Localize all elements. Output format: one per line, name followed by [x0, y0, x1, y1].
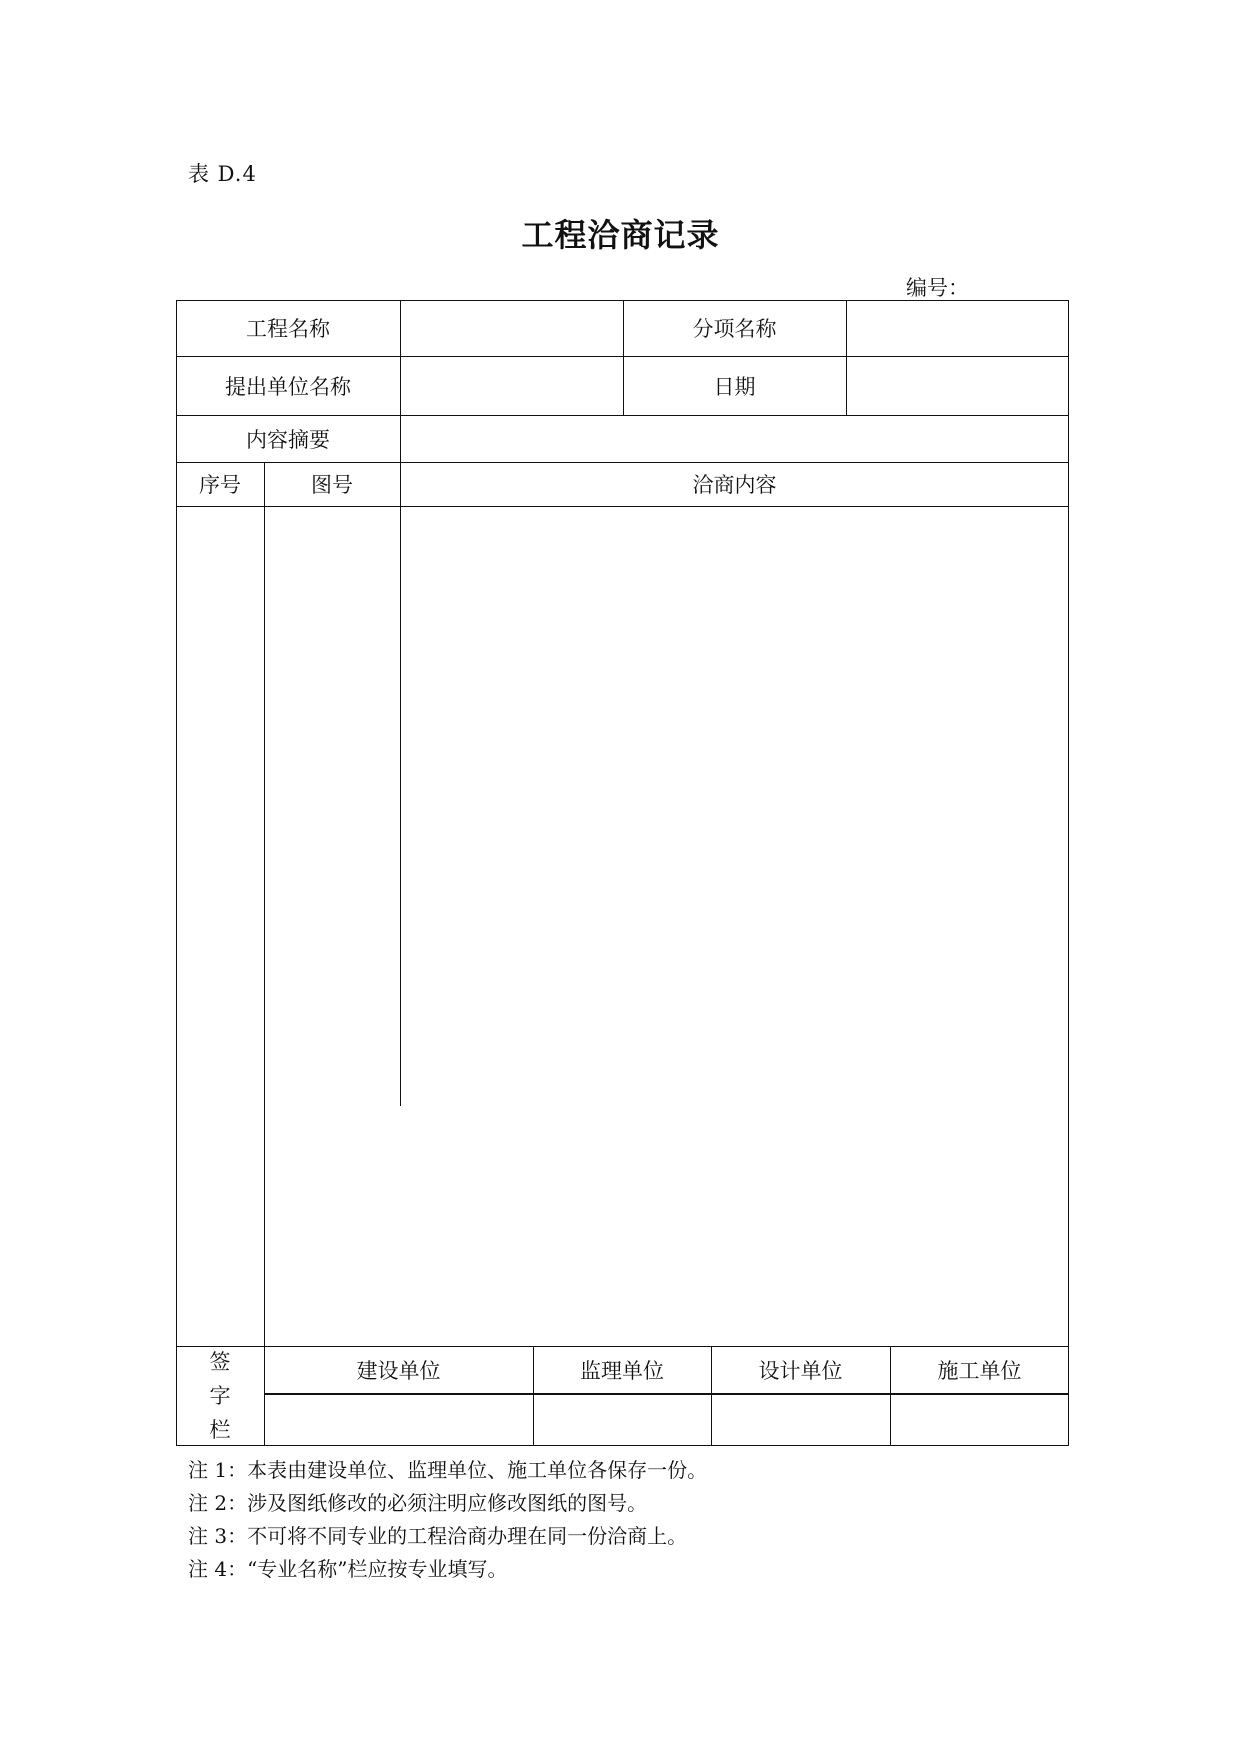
contractor-unit-label: 施工单位: [937, 1358, 1022, 1383]
signature-char: 签: [209, 1350, 231, 1374]
note-line: 注 2：涉及图纸修改的必须注明应修改图纸的图号。: [188, 1491, 648, 1515]
supervision-unit-signature[interactable]: [533, 1393, 711, 1446]
column-header-drawing: 图号: [311, 473, 353, 497]
seq-column-area[interactable]: [176, 506, 264, 1346]
drawing-column-area[interactable]: [264, 506, 400, 1346]
note-line: 注 1：本表由建设单位、监理单位、施工单位各保存一份。: [188, 1458, 708, 1482]
proposer-field[interactable]: [400, 356, 623, 415]
note-line: 注 4：“专业名称”栏应按专业填写。: [188, 1557, 508, 1581]
summary-field[interactable]: [400, 415, 1069, 462]
notes: [188, 1454, 707, 1586]
design-unit-label: 设计单位: [758, 1358, 843, 1383]
note-line: 注 3：不可将不同专业的工程洽商办理在同一份洽商上。: [188, 1524, 688, 1548]
summary-label: 内容摘要: [246, 427, 330, 452]
construction-unit-signature[interactable]: [264, 1393, 533, 1446]
project-name-label: 工程名称: [246, 317, 330, 341]
project-name-field[interactable]: [400, 300, 623, 356]
table-id: 表 D.4: [188, 162, 257, 186]
subitem-name-label: 分项名称: [692, 317, 777, 341]
construction-unit-label: 建设单位: [356, 1358, 441, 1383]
content-area[interactable]: [400, 506, 1069, 1346]
page-title: 工程洽商记录: [521, 216, 720, 254]
date-label: 日期: [713, 374, 756, 399]
subitem-name-field[interactable]: [846, 300, 1069, 356]
column-header-seq: 序号: [199, 473, 241, 497]
proposer-label: 提出单位名称: [225, 374, 351, 399]
supervision-unit-label: 监理单位: [580, 1358, 664, 1383]
signature-char: 栏: [209, 1418, 231, 1442]
serial-number-label: 编号：: [906, 276, 969, 300]
signature-char: 字: [209, 1384, 231, 1408]
column-header-content: 洽商内容: [692, 473, 777, 497]
signature-section-label: [176, 1346, 264, 1446]
contractor-unit-signature[interactable]: [890, 1393, 1069, 1446]
date-field[interactable]: [846, 356, 1069, 415]
design-unit-signature[interactable]: [711, 1393, 890, 1446]
